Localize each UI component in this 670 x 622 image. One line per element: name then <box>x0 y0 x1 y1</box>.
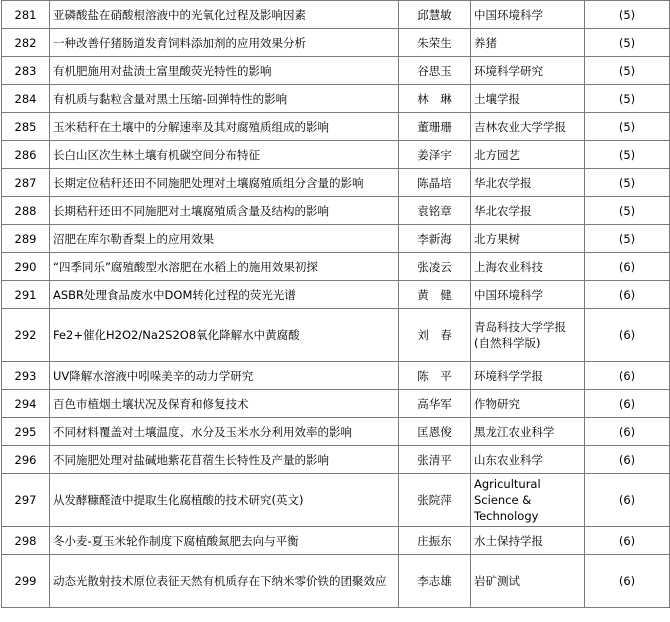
issue-number: (6) <box>585 253 670 281</box>
table-row <box>2 1 670 29</box>
row-number: 290 <box>2 253 50 281</box>
author-name: 李新海 <box>399 225 471 253</box>
author-name: 张凌云 <box>399 253 471 281</box>
article-title: 百色市植烟土壤状况及保育和修复技术 <box>50 390 399 418</box>
table-row <box>2 474 670 527</box>
issue-number: (6) <box>585 281 670 309</box>
author-name: 袁铭章 <box>399 197 471 225</box>
author-name: 高华军 <box>399 390 471 418</box>
issue-number: (5) <box>585 1 670 29</box>
journal-name: 水土保持学报 <box>471 527 585 555</box>
journal-name: 中国环境科学 <box>471 281 585 309</box>
row-number: 284 <box>2 85 50 113</box>
row-number: 289 <box>2 225 50 253</box>
author-name: 刘 春 <box>399 309 471 362</box>
row-number: 283 <box>2 57 50 85</box>
row-number: 294 <box>2 390 50 418</box>
author-name: 董珊珊 <box>399 113 471 141</box>
article-title: 玉米秸秆在土壤中的分解速率及其对腐殖质组成的影响 <box>50 113 399 141</box>
table-row <box>2 141 670 169</box>
references-table <box>1 0 670 608</box>
author-name: 朱荣生 <box>399 29 471 57</box>
table-row <box>2 281 670 309</box>
author-name: 黄 健 <box>399 281 471 309</box>
journal-name: 黑龙江农业科学 <box>471 418 585 446</box>
row-number: 299 <box>2 555 50 608</box>
journal-name: 青岛科技大学学报(自然科学版) <box>471 309 585 362</box>
issue-number: (5) <box>585 29 670 57</box>
author-name: 张清平 <box>399 446 471 474</box>
row-number: 298 <box>2 527 50 555</box>
article-title: 一种改善仔猪肠道发育饲料添加剂的应用效果分析 <box>50 29 399 57</box>
journal-name: 作物研究 <box>471 390 585 418</box>
article-title: 有机质与黏粒含量对黑土压缩-回弹特性的影响 <box>50 85 399 113</box>
journal-name: Agricultural Science & Technology <box>471 474 585 527</box>
row-number: 293 <box>2 362 50 390</box>
article-title: 有机肥施用对盐渍土富里酸荧光特性的影响 <box>50 57 399 85</box>
author-name: 邱慧敏 <box>399 1 471 29</box>
row-number: 291 <box>2 281 50 309</box>
table-body <box>2 1 670 608</box>
row-number: 296 <box>2 446 50 474</box>
journal-name: 华北农学报 <box>471 197 585 225</box>
article-title: 不同施肥处理对盐碱地紫花苜蓿生长特性及产量的影响 <box>50 446 399 474</box>
journal-name: 上海农业科技 <box>471 253 585 281</box>
article-title: 长白山区次生林土壤有机碳空间分布特征 <box>50 141 399 169</box>
author-name: 陈 平 <box>399 362 471 390</box>
author-name: 姜泽宇 <box>399 141 471 169</box>
issue-number: (6) <box>585 418 670 446</box>
table-row <box>2 527 670 555</box>
journal-name: 吉林农业大学学报 <box>471 113 585 141</box>
table-row <box>2 446 670 474</box>
issue-number: (5) <box>585 225 670 253</box>
issue-number: (6) <box>585 555 670 608</box>
table-row <box>2 57 670 85</box>
journal-name: 土壤学报 <box>471 85 585 113</box>
issue-number: (5) <box>585 141 670 169</box>
author-name: 林 琳 <box>399 85 471 113</box>
journal-name: 北方果树 <box>471 225 585 253</box>
issue-number: (5) <box>585 197 670 225</box>
article-title: 长期秸秆还田不同施肥对土壤腐殖质含量及结构的影响 <box>50 197 399 225</box>
row-number: 292 <box>2 309 50 362</box>
article-title: ASBR处理食品废水中DOM转化过程的荧光光谱 <box>50 281 399 309</box>
table-row <box>2 113 670 141</box>
journal-name: 北方园艺 <box>471 141 585 169</box>
row-number: 287 <box>2 169 50 197</box>
author-name: 庄振东 <box>399 527 471 555</box>
journal-name: 养猪 <box>471 29 585 57</box>
issue-number: (5) <box>585 169 670 197</box>
row-number: 297 <box>2 474 50 527</box>
table-row <box>2 29 670 57</box>
author-name: 李志雄 <box>399 555 471 608</box>
table-row <box>2 85 670 113</box>
row-number: 286 <box>2 141 50 169</box>
issue-number: (5) <box>585 57 670 85</box>
article-title: 冬小麦-夏玉米轮作制度下腐植酸氮肥去向与平衡 <box>50 527 399 555</box>
article-title: 沼肥在库尔勒香梨上的应用效果 <box>50 225 399 253</box>
issue-number: (6) <box>585 527 670 555</box>
table-row <box>2 555 670 608</box>
article-title: 从发酵糠醛渣中提取生化腐植酸的技术研究(英文) <box>50 474 399 527</box>
article-title: 亚磷酸盐在硝酸根溶液中的光氧化过程及影响因素 <box>50 1 399 29</box>
issue-number: (6) <box>585 446 670 474</box>
table-row <box>2 197 670 225</box>
table-row <box>2 390 670 418</box>
article-title: Fe2+催化H2O2/Na2S2O8氧化降解水中黄腐酸 <box>50 309 399 362</box>
article-title: 长期定位秸秆还田不同施肥处理对土壤腐殖质组分含量的影响 <box>50 169 399 197</box>
row-number: 281 <box>2 1 50 29</box>
table-row <box>2 169 670 197</box>
author-name: 匡恩俊 <box>399 418 471 446</box>
row-number: 285 <box>2 113 50 141</box>
journal-name: 环境科学学报 <box>471 362 585 390</box>
article-title: 动态光散射技术原位表征天然有机质存在下纳米零价铁的团聚效应 <box>50 555 399 608</box>
issue-number: (6) <box>585 474 670 527</box>
journal-name: 华北农学报 <box>471 169 585 197</box>
row-number: 288 <box>2 197 50 225</box>
author-name: 陈晶培 <box>399 169 471 197</box>
issue-number: (5) <box>585 113 670 141</box>
issue-number: (6) <box>585 309 670 362</box>
table-row <box>2 362 670 390</box>
table-row <box>2 309 670 362</box>
issue-number: (5) <box>585 85 670 113</box>
journal-name: 岩矿测试 <box>471 555 585 608</box>
journal-name: 中国环境科学 <box>471 1 585 29</box>
table-row <box>2 253 670 281</box>
article-title: 不同材料覆盖对土壤温度、水分及玉米水分利用效率的影响 <box>50 418 399 446</box>
issue-number: (6) <box>585 362 670 390</box>
article-title: UV降解水溶液中吲哚美辛的动力学研究 <box>50 362 399 390</box>
row-number: 282 <box>2 29 50 57</box>
article-title: “四季同乐”腐殖酸型水溶肥在水稻上的施用效果初探 <box>50 253 399 281</box>
table-row <box>2 418 670 446</box>
journal-name: 环境科学研究 <box>471 57 585 85</box>
table-row <box>2 225 670 253</box>
row-number: 295 <box>2 418 50 446</box>
journal-name: 山东农业科学 <box>471 446 585 474</box>
author-name: 张院萍 <box>399 474 471 527</box>
author-name: 谷思玉 <box>399 57 471 85</box>
issue-number: (6) <box>585 390 670 418</box>
